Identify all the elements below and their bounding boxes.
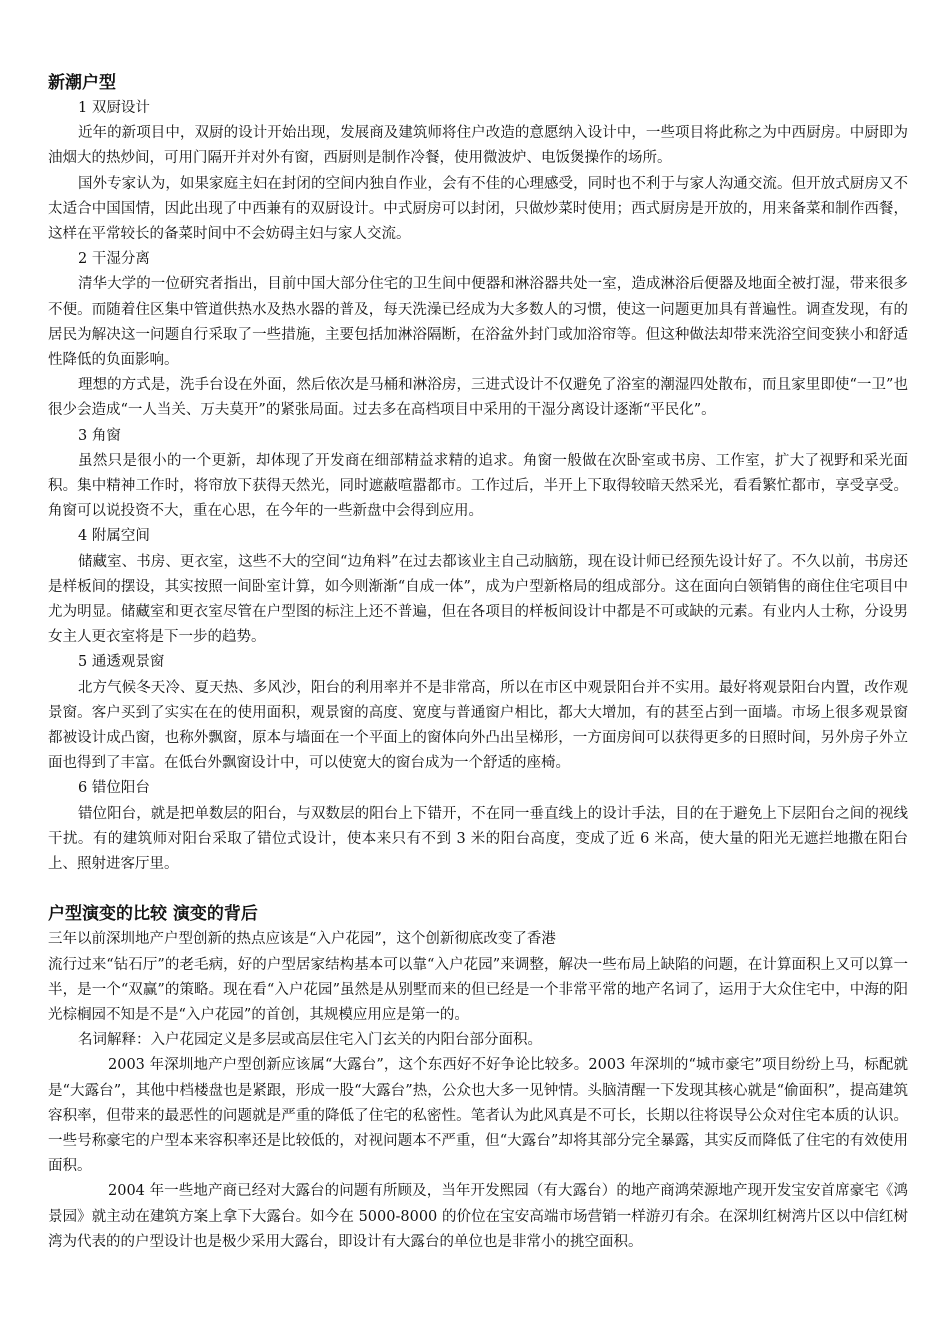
paragraph: 清华大学的一位研究者指出，目前中国大部分住宅的卫生间中便器和淋浴器共处一室，造成淋浴后便器及地面全被打湿，带来很多不便。而随着住区集中管道供热水及热水器的普及，每天洗澡已经成为大多数人的习惯，使这一问题更加具有普遍性。调查发现，有的居民为解决这一问题自行采取了一些措施，主要包括加淋浴隔断，在浴盆外封门或加浴帘等。但这种做法却带来洗浴空间变狭小和舒适性降低的负面影响。 [48, 276, 908, 369]
paragraph-line: 三年以前深圳地产户型创新的热点应该是“入户花园”，这个创新彻底改变了香港 [48, 931, 556, 948]
paragraph: 北方气候冬天冷、夏天热、多风沙，阳台的利用率并不是非常高，所以在市区中观景阳台并不实用。最好将观景阳台内置，改作观景窗。客户买到了实实在在的使用面积，观景窗的高度、宽度与普通窗户相比，都大大增加，有的甚至占到一面墙。市场上很多观景窗都被设计成凸窗，也称外飘窗，原本与墙面在一个平面上的窗体向外凸出呈梯形，一方面房间可以获得更多的日照时间，另外房子外立面也得到了丰富。在低台外飘窗设计中，可以使宽大的窗台成为一个舒适的座椅。 [48, 679, 908, 772]
paragraph: 理想的方式是，洗手台设在外面，然后依次是马桶和淋浴房，三进式设计不仅避免了浴室的潮湿四处散布，而且家里即使“一卫”也很少会造成“一人当关、万夫莫开”的紧张局面。过去多在高档项目中采用的干湿分离设计逐渐“平民化”。 [48, 377, 908, 419]
section-title-trendy-layouts: 新潮户型 [48, 73, 116, 93]
section-title-layout-evolution: 户型演变的比较 演变的背后 [48, 904, 258, 925]
subheading-wet-dry-separation: 2 干湿分离 [78, 251, 150, 268]
paragraph: 国外专家认为，如果家庭主妇在封闭的空间内独自作业，会有不佳的心理感受，同时也不利于与家人沟通交流。但开放式厨房又不太适合中国国情，因此出现了中西兼有的双厨设计。中式厨房可以封闭，只做炒菜时使用；西式厨房是开放的，用来备菜和制作西餐，这样在平常较长的备菜时间中不会妨碍主妇与家人交流。 [48, 175, 908, 243]
subheading-corner-window: 3 角窗 [78, 427, 121, 444]
paragraph: 错位阳台，就是把单数层的阳台，与双数层的阳台上下错开，不在同一垂直线上的设计手法，目的在于避免上下层阳台之间的视线干扰。有的建筑师对阳台采取了错位式设计，使本来只有不到 3 米的阳台高度，变成了近 6 米高，使大量的阳光无遮拦地撒在阳台上、照射进客厅里。 [48, 805, 908, 873]
paragraph: 近年的新项目中，双厨的设计开始出现，发展商及建筑师将住户改造的意愿纳入设计中，一些项目将此称之为中西厨房。中厨即为油烟大的热炒间，可用门隔开并对外有窗，西厨则是制作冷餐，使用微波炉、电饭煲操作的场所。 [48, 125, 908, 167]
paragraph-2003: 2003 年深圳地产户型创新应该属“大露台”，这个东西好不好争论比较多。2003 年深圳的“城市豪宅”项目纷纷上马，标配就是“大露台”，其他中档楼盘也是紧跟，形成一股“大露台”热，公众也大多一见钟情。头脑清醒一下发现其核心就是“偷面积”，提高建筑容积率，但带来的最恶性的问题就是严重的降低了住宅的私密性。笔者认为此风真是不可长，长期以往将误导公众对住宅本质的认识。一些号称豪宅的户型本来容积率还是比较低的，对视问题本不严重，但“大露台”却将其部分完全暴露，其实反而降低了住宅的有效使用面积。 [48, 1057, 908, 1175]
subheading-staggered-balcony: 6 错位阳台 [78, 780, 150, 797]
subheading-double-kitchen: 1 双厨设计 [78, 100, 150, 116]
paragraph: 虽然只是很小的一个更新，却体现了开发商在细部精益求精的追求。角窗一般做在次卧室或书房、工作室，扩大了视野和采光面积。集中精神工作时，将帘放下获得天然光，同时遮蔽喧嚣都市。工作过后，半开上下取得较暗天然采光，看看繁忙都市，享受享受。角窗可以说投资不大，重在心思，在今年的一些新盘中会得到应用。 [48, 452, 908, 520]
subheading-auxiliary-space: 4 附属空间 [78, 528, 150, 545]
subheading-view-window: 5 通透观景窗 [78, 654, 165, 671]
paragraph: 储藏室、书房、更衣室，这些不大的空间“边角料”在过去都该业主自己动脑筋，现在设计师已经预先设计好了。不久以前，书房还是样板间的摆设，其实按照一间卧室计算，如今则渐渐“自成一体”，成为户型新格局的组成部分。这在面向白领销售的商住住宅项目中尤为明显。储藏室和更衣室尽管在户型图的标注上还不普遍，但在各项目的样板间设计中都是不可或缺的元素。有业内人士称，分设男女主人更衣室将是下一步的趋势。 [48, 553, 908, 646]
document-page [48, 70, 908, 1255]
paragraph-2004: 2004 年一些地产商已经对大露台的问题有所顾及，当年开发熙园（有大露台）的地产商鸿荣源地产现开发宝安首席豪宅《鸿景园》就主动在建筑方案上拿下大露台。如今在 5000-8000 的价位在宝安高端市场营销一样游刃有余。在深圳红树湾片区以中信红树湾为代表的的户型设计也是极少采用大露台，即设计有大露台的单位也是非常小的挑空面积。 [48, 1183, 908, 1250]
paragraph: 流行过来“钻石厅”的老毛病，好的户型居家结构基本可以靠“入户花园”来调整，解决一些布局上缺陷的问题，在计算面积上又可以算一半，是一个“双赢”的策略。现在看“入户花园”虽然是从别墅而来的但已经是一个非常平常的地产名词了，运用于大众住宅中，中海的阳光棕榈园不知是不是“入户花园”的首创，其规模应用应是第一的。 [48, 956, 908, 1023]
section-spacer [48, 877, 908, 901]
definition-note: 名词解释：入户花园定义是多层或高层住宅入门玄关的内阳台部分面积。 [78, 1032, 542, 1049]
